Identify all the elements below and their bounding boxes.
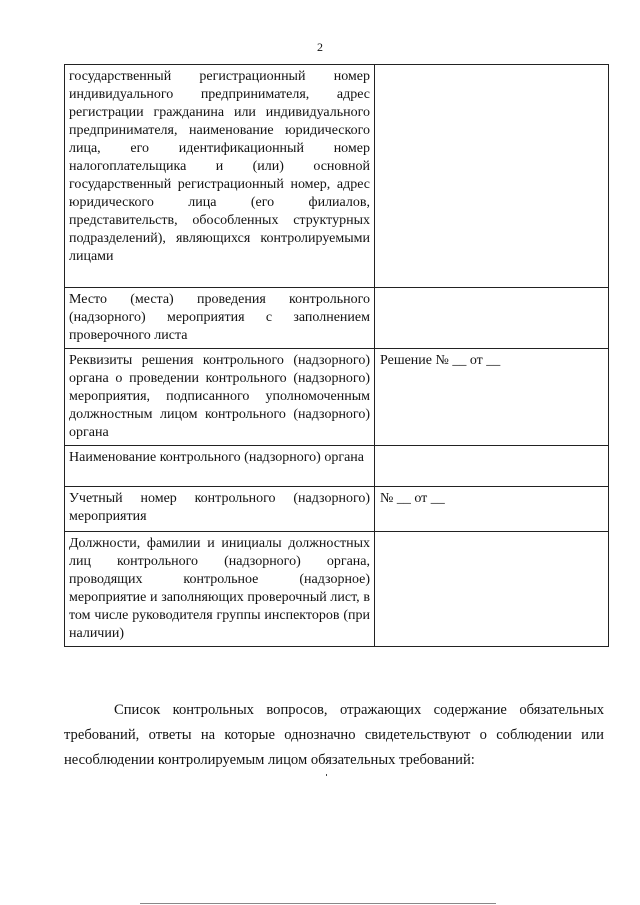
row-value-authority-name [375,446,609,487]
row-label-officials: Должности, фамилии и инициалы должностных лиц контрольного (надзорного) органа, проводящих контрольное (надзорное) мероприятие и заполняющих проверочный лист, в том числе руководителя группы инспекторов (при наличии) [65,532,375,647]
table-row [65,65,609,288]
row-label-controlled-entity: государственный регистрационный номер индивидуального предпринимателя, адрес регистрации гражданина или индивидуального предпринимателя, наименование юридического лица, его идентификационный номер налогоплательщика и (или) основной государственный регистрационный номер, адрес юридического лица (его филиалов, представительств, обособленных структурных подразделений), являющихся контролируемыми лицами [65,65,375,288]
table-row [65,288,609,349]
row-label-registration-number: Учетный номер контрольного (надзорного) мероприятия [65,487,375,532]
table-row [65,532,609,647]
row-label-authority-name: Наименование контрольного (надзорного) органа [65,446,375,487]
row-value-text [379,450,380,465]
scan-speck [326,774,327,776]
row-value-decision-details [375,349,609,446]
row-value-text: № __ от __ [380,491,445,506]
table-row [65,349,609,446]
row-value-text [379,69,380,84]
row-value-officials [375,532,609,647]
row-label-decision-details: Реквизиты решения контрольного (надзорного) органа о проведении контрольного (надзорного) мероприятия, подписанного уполномоченным должностным лицом контрольного (надзорного) органа [65,349,375,446]
row-value-registration-number [375,487,609,532]
inspection-details-table [64,64,609,647]
row-value-location [375,288,609,349]
table-row [65,487,609,532]
row-value-text [379,536,380,551]
scan-edge-line [140,903,496,904]
row-value-controlled-entity [375,65,609,288]
checklist-intro-paragraph: Список контрольных вопросов, отражающих содержание обязательных требований, ответы на которые однозначно свидетельствуют о соблюдении или несоблюдении контролируемым лицом обязательных требований: [64,701,604,768]
table-row [65,446,609,487]
row-value-text [379,292,380,307]
page-number: 2 [317,40,323,54]
row-value-text: Решение № __ от __ [380,353,501,368]
row-label-location: Место (места) проведения контрольного (надзорного) мероприятия с заполнением проверочного листа [65,288,375,349]
